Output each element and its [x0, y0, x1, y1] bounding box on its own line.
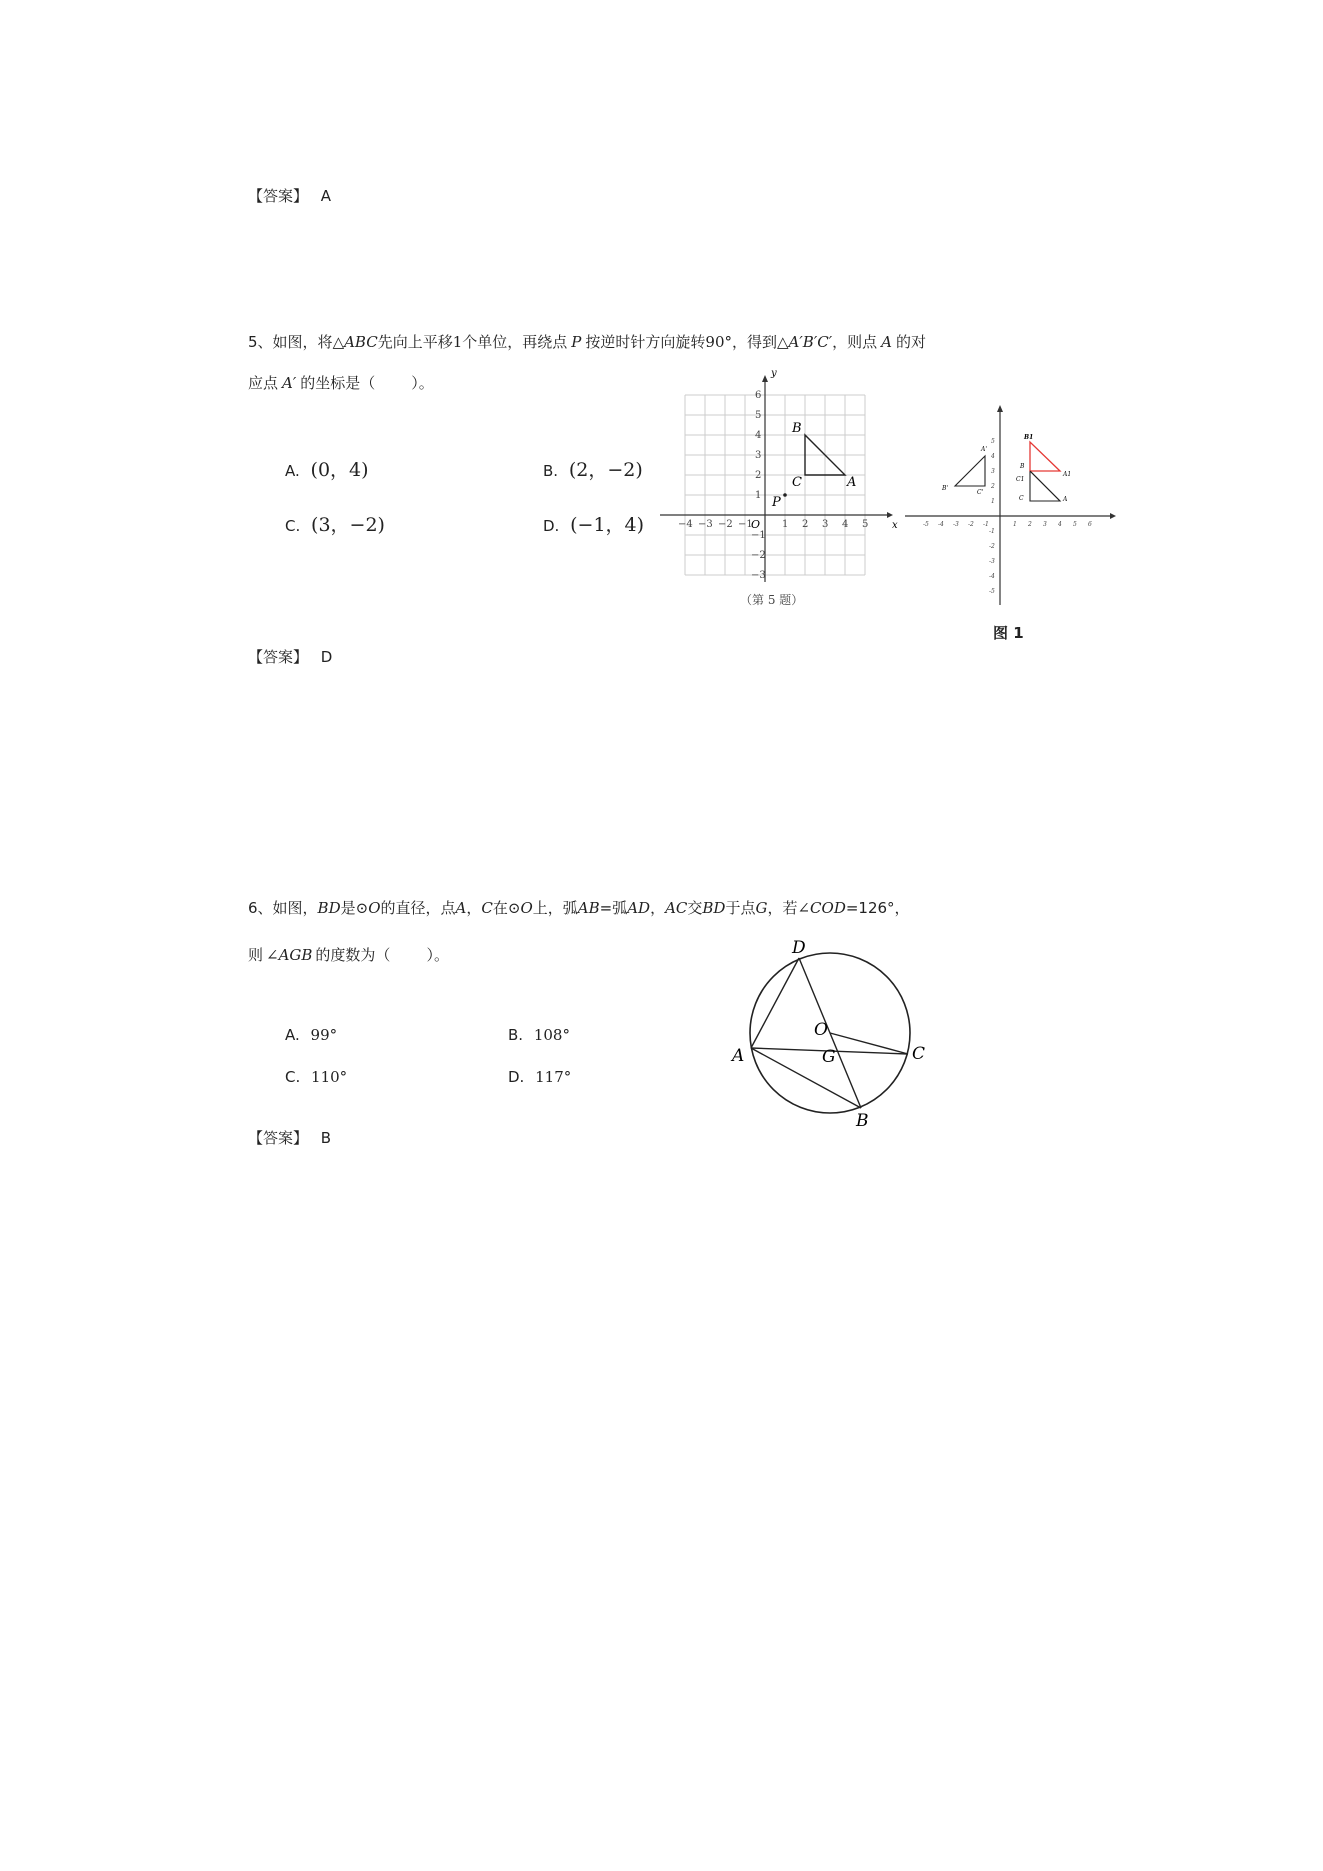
option-letter: D. — [508, 1068, 525, 1086]
q5-answer — [248, 646, 332, 667]
q6-option-d — [508, 1067, 571, 1087]
q6-math: C — [481, 899, 493, 917]
q5-text: 如图，将 — [272, 333, 333, 351]
label-g: G — [822, 1047, 836, 1067]
q6-line-2 — [248, 945, 449, 965]
q5-option-d — [543, 515, 644, 536]
fig1-point-label: C — [1019, 495, 1024, 502]
fig1-y-tick: -3 — [989, 558, 995, 565]
option-value: (3，−2) — [311, 514, 385, 536]
y-tick: 5 — [755, 410, 762, 421]
origin-label: O — [751, 518, 761, 531]
option-value: (−1，4) — [570, 514, 645, 536]
fig1-y-tick: 2 — [991, 483, 995, 490]
point-b-label: B — [792, 421, 802, 436]
q6-text: =126°， — [845, 899, 910, 917]
triangle-a-prime — [955, 456, 985, 486]
x-tick-labels — [678, 519, 868, 530]
x-axis-label: x — [892, 520, 898, 531]
fig1-x-tick: -3 — [953, 521, 959, 528]
q5-option-a — [285, 460, 369, 481]
point-p-label: P — [772, 495, 781, 510]
q5-math: 90° — [705, 333, 732, 351]
q6-text: 上，弧 — [532, 899, 578, 917]
fig1-x-tick: -2 — [968, 521, 974, 528]
fig1-y-arrow — [997, 405, 1003, 412]
option-value: 108° — [533, 1026, 570, 1044]
x-tick: −1 — [738, 519, 753, 530]
triangle-translated-red — [1030, 442, 1060, 471]
fig1-y-tick: 5 — [991, 438, 995, 445]
y-axis-label: y — [771, 368, 777, 379]
fig1-y-tick: -1 — [989, 528, 995, 535]
chord-ab — [751, 1048, 861, 1108]
q6-text: 的直径，点 — [380, 899, 456, 917]
x-tick: 2 — [802, 519, 809, 530]
answer-label: 【答案】 — [248, 648, 309, 666]
y-tick: 6 — [755, 390, 762, 401]
y-tick: 2 — [755, 470, 762, 481]
option-letter: C. — [285, 1068, 301, 1086]
fig1-point-label: B1 — [1024, 434, 1034, 441]
q6-line-1 — [248, 898, 910, 918]
q5-line-1 — [248, 332, 926, 352]
q6-text: =弧 — [599, 899, 628, 917]
fig1-point-label: C1 — [1016, 476, 1025, 483]
x-axis-arrow — [887, 512, 893, 518]
q5-math: △ABC — [332, 333, 378, 351]
q5-math: A′ — [282, 374, 297, 392]
q6-math: AD — [627, 899, 651, 917]
label-d: D — [792, 938, 806, 958]
y-tick: 3 — [755, 450, 762, 461]
option-letter: C. — [285, 517, 301, 535]
q5-option-b — [543, 460, 643, 481]
q5-text: ，则点 — [832, 333, 878, 351]
x-tick: −2 — [718, 519, 733, 530]
option-value: (0，4) — [310, 459, 369, 481]
y-tick: 1 — [755, 490, 762, 501]
fig1-y-tick: 3 — [991, 468, 995, 475]
fig1-y-tick: 1 — [991, 498, 995, 505]
fig1-x-tick: 1 — [1013, 521, 1017, 528]
answer-label: 【答案】 — [248, 187, 309, 205]
y-tick-labels — [751, 390, 766, 581]
q6-math: BD — [317, 899, 341, 917]
q6-text: 的度数为（ — [315, 946, 391, 964]
q5-figure-1 — [905, 400, 1120, 615]
figure-1-caption: 图 1 — [993, 624, 1024, 642]
q5-text: 的对 — [895, 333, 926, 351]
y-tick: 4 — [755, 430, 762, 441]
y-axis-arrow — [762, 375, 768, 382]
point-c-label: C — [792, 475, 802, 490]
q6-math: A — [455, 899, 467, 917]
fig1-x-tick: 6 — [1088, 521, 1092, 528]
q6-text: 交 — [687, 899, 703, 917]
q5-option-c — [285, 515, 385, 536]
q6-text: ）。 — [426, 946, 449, 964]
fig1-point-label: B' — [942, 485, 949, 492]
y-tick: −1 — [751, 530, 766, 541]
fig1-x-ticks — [923, 521, 1092, 528]
y-tick: −2 — [751, 550, 766, 561]
q5-text: 按逆时针方向旋转 — [585, 333, 706, 351]
option-letter: B. — [508, 1026, 524, 1044]
q6-option-a — [285, 1025, 337, 1045]
fig1-x-tick: -4 — [938, 521, 944, 528]
q5-math: P — [571, 333, 582, 351]
q6-option-b — [508, 1025, 570, 1045]
answer-value: D — [320, 648, 333, 666]
fig1-point-label: A' — [981, 446, 987, 453]
q5-text: 的坐标是（ — [300, 374, 376, 392]
point-a-label: A — [847, 475, 857, 490]
label-o: O — [814, 1020, 828, 1040]
answer-value: B — [320, 1129, 332, 1147]
x-tick: −4 — [678, 519, 693, 530]
option-letter: D. — [543, 517, 560, 535]
fig1-point-label: A — [1063, 496, 1068, 503]
q6-math: BD — [702, 899, 726, 917]
option-value: (2，−2) — [568, 459, 643, 481]
q5-math: △A′B′C′ — [777, 333, 833, 351]
label-a: A — [732, 1046, 745, 1066]
label-b: B — [856, 1111, 869, 1130]
x-tick: 3 — [822, 519, 829, 530]
fig1-y-tick: -4 — [989, 573, 995, 580]
fig1-x-tick: 5 — [1073, 521, 1077, 528]
q5-text: 应点 — [248, 374, 279, 392]
q6-text: 是 — [340, 899, 356, 917]
previous-answer — [248, 185, 331, 206]
grid-lines — [685, 395, 865, 575]
answer-label: 【答案】 — [248, 1129, 309, 1147]
q6-text: ，若 — [767, 899, 798, 917]
option-letter: A. — [285, 462, 300, 480]
q6-text: 则 — [248, 946, 264, 964]
x-tick: −3 — [698, 519, 713, 530]
q6-option-c — [285, 1067, 347, 1087]
x-tick: 5 — [862, 519, 869, 530]
x-tick: 1 — [782, 519, 789, 530]
y-tick: −3 — [751, 570, 766, 581]
fig1-point-label: C' — [977, 489, 984, 496]
fig1-x-tick: -5 — [923, 521, 929, 528]
q5-number: 5、 — [248, 333, 273, 351]
option-value: 117° — [535, 1068, 572, 1086]
answer-value: A — [320, 187, 332, 205]
q6-text: 6、如图， — [248, 899, 318, 917]
q5-text: ，得到 — [732, 333, 778, 351]
q6-text: 在 — [492, 899, 508, 917]
figure-caption: （第 5 题） — [740, 593, 804, 607]
q5-math: A — [881, 333, 892, 351]
fig1-point-label: A1 — [1063, 471, 1072, 478]
option-value: 99° — [310, 1026, 338, 1044]
q5-text: ）。 — [411, 374, 434, 392]
q6-text: ， — [466, 899, 482, 917]
q6-math: AB — [577, 899, 600, 917]
fig1-x-tick: 2 — [1028, 521, 1032, 528]
fig1-x-arrow — [1110, 513, 1116, 519]
fig1-y-tick: 4 — [991, 453, 995, 460]
label-c: C — [912, 1044, 926, 1064]
q6-math: ⊙O — [507, 899, 533, 917]
fig1-point-label: B — [1020, 463, 1025, 470]
option-letter: A. — [285, 1026, 300, 1044]
fig1-connector — [1030, 471, 1060, 501]
x-tick: 4 — [842, 519, 849, 530]
fig1-y-tick: -5 — [989, 588, 995, 595]
fig1-x-tick: 3 — [1043, 521, 1047, 528]
point-p — [783, 493, 787, 497]
fig1-x-tick: -1 — [983, 521, 989, 528]
fig1-y-tick: -2 — [989, 543, 995, 550]
chord-ad — [751, 958, 799, 1048]
option-value: 110° — [311, 1068, 348, 1086]
q5-line-2 — [248, 373, 434, 393]
q6-math: ⊙O — [355, 899, 381, 917]
q6-math: AC — [665, 899, 688, 917]
q6-math: G — [755, 899, 768, 917]
q6-text: 于点 — [725, 899, 756, 917]
q6-answer — [248, 1127, 331, 1148]
q6-text: ， — [650, 899, 666, 917]
q5-grid-figure — [655, 360, 905, 610]
option-letter: B. — [543, 462, 559, 480]
q6-math: ∠COD — [797, 899, 846, 917]
fig1-x-tick: 4 — [1058, 521, 1062, 528]
q5-text: 个单位，再绕点 — [462, 333, 568, 351]
q6-math: ∠AGB — [266, 946, 313, 964]
q6-circle-figure — [730, 935, 940, 1130]
q5-math: 1 — [452, 333, 463, 351]
q5-text: 先向上平移 — [377, 333, 453, 351]
